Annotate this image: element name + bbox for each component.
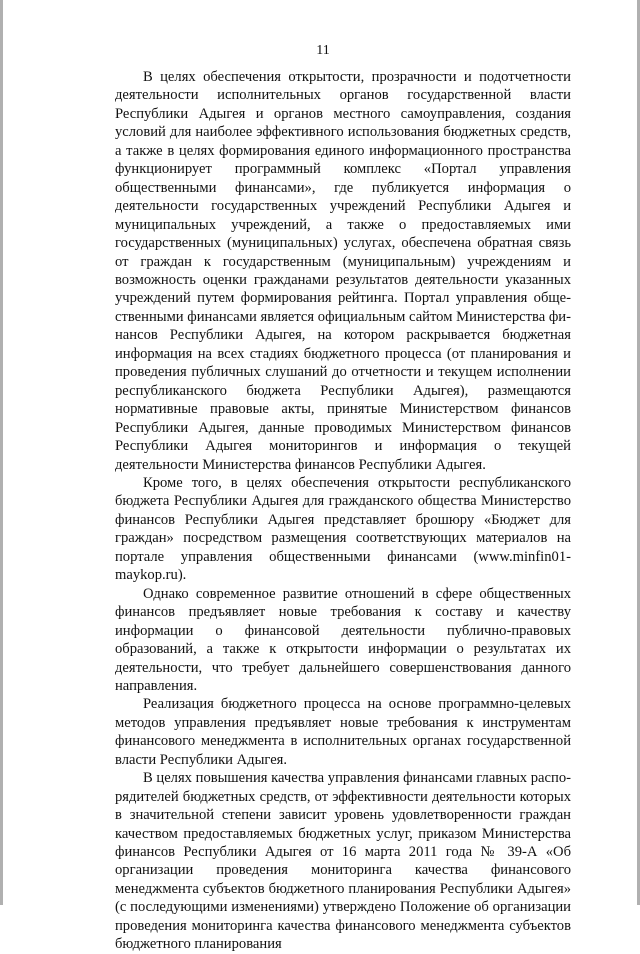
page-number: 11 xyxy=(316,43,330,58)
paragraph: Однако современное развитие отношений в сфере общественных финансов предъявляет новые требования к составу и качеству информации о финансовой деятельности публично-правовых образований, а также к открытости информации о результатах их деятельности, что требует дальнейшего совершенствования данного направления. xyxy=(115,585,571,694)
paragraph: Кроме того, в целях обеспечения открытости республиканского бюджета Республики Адыгея для гражданского общества Министерство финансов Республики Адыгея представляет брошюру «Бюджет для граждан» посредством размещения соответствующих материалов на портале управления общественными финансами (www.minfin01-maykop.ru). xyxy=(115,474,571,584)
paragraph: В целях обеспечения открытости, прозрачности и подотчетности деятельности исполнительных органов государственной власти Республики Адыгея и органов местного самоуправления, создания условий для наиболее эффективного использования бюджетных средств, а также в целях формирования единого информационного пространства функционирует программный комплекс «Портал управления общественными финансами», где публикуется информация о деятельности государственных учреждений Республики Адыгея и муниципальных учреждений, а также о предоставляемых ими государственных (муниципальных) услугах, обеспечена обратная связь от граждан к государственным (муниципальным) учреждениям и возможность оценки гражданами результатов деятельности указанных учреждений путем формирования рейтинга. Портал управления общественными финансами является официальным сайтом Министерства финансов Республики Адыгея, на котором раскрывается бюджетная информация на всех стадиях бюджетного процесса (от планирования и проведения публичных слушаний до отчетности и текущем исполнении республиканского бюджета Республики Адыгея), размещаются нормативные правовые акты, принятые Министерством финансов Республики Адыгея, данные проводимых Министерством финансов Республики Адыгея мониторингов и информация о текущей деятельности Министерства финансов Республики Адыгея. xyxy=(115,69,571,473)
document-body xyxy=(115,68,571,954)
paragraph: В целях повышения качества управления финансами главных распорядителей бюджетных средств, от эффективности деятельности которых в значительной степени зависит уровень удовлетворенности граждан качеством предоставляемых бюджетных услуг, приказом Министерства финансов Республики Адыгея от 16 марта 2011 года № 39-А «Об организации проведения мониторинга качества финансового менеджмента субъектов бюджетного планирования Республики Адыгея» (с последующими изменениями) утверждено Положение об организации проведения мониторинга качества финансового менеджмента субъектов бюджетного планирования xyxy=(115,770,571,953)
paragraph: Реализация бюджетного процесса на основе программно-целевых методов управления предъявляет новые требования к инструментам финансового менеджмента в исполнительных органах государственной власти Республики Адыгея. xyxy=(115,696,571,768)
